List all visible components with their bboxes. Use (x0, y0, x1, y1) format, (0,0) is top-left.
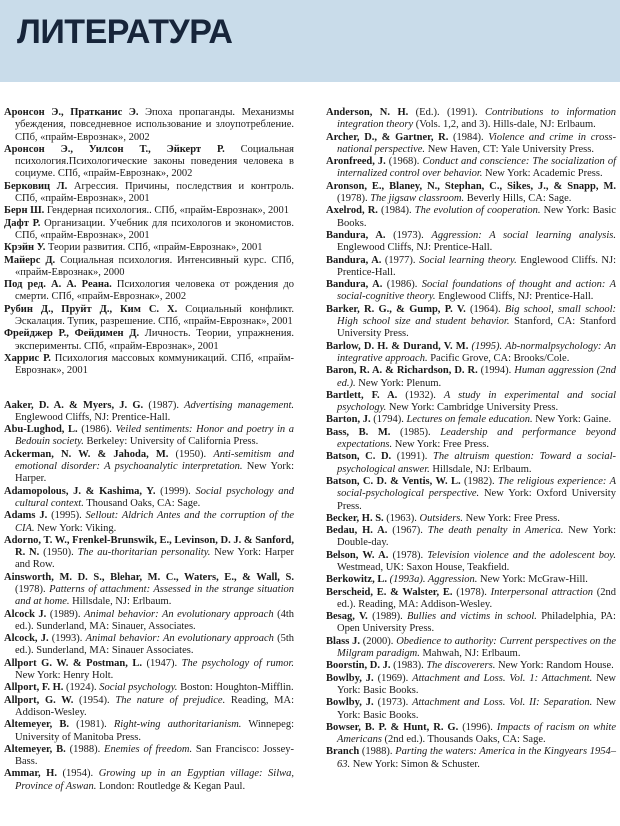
reference-entry (326, 341, 616, 366)
reference-author: Baron, R. A. & Richardson, D. R. (326, 365, 478, 377)
reference-year: (1967). (387, 525, 428, 537)
reference-year: (1973). (385, 229, 432, 241)
reference-author: Дафт Р. (4, 217, 41, 229)
reference-entry (326, 414, 616, 426)
reference-entry (4, 279, 294, 304)
reference-publisher: Berkeley: University of California Press. (83, 436, 259, 448)
reference-publisher: New York: McGraw-Hill. (477, 574, 588, 586)
reference-publisher: Englewood Cliffs, NJ: Prentice-Hall. (435, 291, 594, 303)
russian-references (4, 107, 294, 378)
reference-author: Allport, G. W. (4, 694, 74, 706)
reference-entry (326, 107, 616, 132)
reference-year: (1978). (388, 549, 428, 561)
reference-author: Харрис Р. (4, 352, 51, 364)
reference-title: The evolution of cooperation. (414, 205, 541, 217)
reference-entry (326, 279, 616, 304)
reference-author: Besag, V. (326, 611, 368, 623)
reference-author: Bartlett, F. A. (326, 389, 398, 401)
reference-year: (1932). (397, 389, 444, 401)
reference-author: Archer, D., & Gartner, R. (326, 131, 449, 143)
reference-entry (4, 633, 294, 658)
reference-author: Ammar, H. (4, 768, 57, 780)
reference-publisher: New York: Free Press. (392, 439, 489, 451)
reference-author: Берковиц Л. (4, 180, 68, 192)
reference-title: Human aggression (2nd ed.). (337, 365, 616, 389)
reference-author: Bedau, H. A. (326, 525, 388, 537)
reference-publisher: (2nd ed.). Thousands Oaks, CA: Sage. (381, 734, 546, 746)
reference-year: (1964). (465, 303, 505, 315)
reference-entry (326, 304, 616, 341)
reference-entry (4, 572, 294, 609)
reference-title: Aggression: A social learning analysis. (431, 229, 616, 241)
reference-title: Lectures on female education. (406, 414, 533, 426)
reference-text: Личность. Теории, упражнения. эксперименты. СПб, «прайм-Еврознак», 2001 (15, 328, 294, 352)
reference-publisher: Beverly Hills, CA: Sage. (464, 193, 572, 205)
reference-year: (1963). (383, 512, 420, 524)
reference-author: Bowser, B. P. & Hunt, R. G. (326, 721, 459, 733)
reference-publisher: New York: Basic Books. (337, 205, 616, 229)
reference-author: Фрейджер Р., Фейдимен Д. (4, 328, 140, 340)
reference-entry (326, 205, 616, 230)
reference-entry (4, 242, 294, 254)
reference-year: (Ed.). (1991). (408, 107, 486, 118)
reference-publisher: New York: Viking. (34, 522, 117, 534)
reference-year: (2000). (360, 635, 397, 647)
reference-title: Right-wing authoritarianism. (113, 719, 242, 731)
reference-author: Aronson, E., Blaney, N., Stephan, C., Sikes, J., & Snapp, M. (326, 180, 616, 192)
reference-entry (326, 230, 616, 255)
page-title: ЛИТЕРАТУРА (17, 13, 233, 51)
reference-author: Barker, R. G., & Gump, P. V. (326, 303, 466, 315)
reference-year: (1973). (373, 697, 413, 709)
reference-author: Alcock J. (4, 608, 47, 620)
reference-publisher: (5th ed.). Sunderland, MA: Sinauer Associates. (15, 633, 295, 657)
reference-year: (1986). (77, 424, 116, 436)
reference-title: Violence and crime in cross-national perspective. (337, 131, 616, 155)
reference-author: Bandura, A. (326, 229, 386, 241)
reference-publisher: New York: Plenum. (355, 377, 442, 389)
reference-author: Аронсон Э., Уилсон Т., Эйкерт Р. (4, 143, 225, 155)
reference-publisher: Pacific Grove, CA: Brooks/Cole. (427, 352, 570, 364)
reference-year: (1954). (56, 768, 99, 780)
reference-entry (326, 673, 616, 698)
reference-publisher: Hillsdale, NJ: Erlbaum. (69, 596, 172, 608)
reference-entry (326, 513, 616, 525)
reference-publisher: New York: Harper. (15, 461, 294, 485)
reference-year: (1984). (448, 131, 489, 143)
reference-title: The death penalty in America. (427, 525, 564, 537)
reference-publisher: New York: Henry Holt. (15, 670, 114, 682)
reference-author: Allport G. W. & Postman, L. (4, 657, 143, 669)
reference-entry (326, 132, 616, 157)
reference-author: Belson, W. A. (326, 549, 389, 561)
reference-title: Television violence and the adolescent boy. (427, 549, 617, 561)
reference-entry (4, 144, 294, 181)
reference-publisher: New York: Free Press. (463, 512, 560, 524)
reference-entry (326, 574, 616, 586)
reference-publisher: Westmead, UK: Saxon House, Teakfield. (337, 561, 510, 573)
reference-title: Veiled sentiments: Honor and poetry in a Bedouin society. (15, 424, 294, 448)
reference-entry (4, 255, 294, 280)
reference-title: Contributions to information integration theory (337, 107, 616, 131)
reference-author: Adamopolous, J. & Kashima, Y. (4, 485, 156, 497)
reference-author: Под ред. А. А. Реана. (4, 279, 112, 291)
reference-publisher: Englewood Cliffs, NJ: Prentice-Hall. (15, 411, 171, 423)
reference-author: Aaker, D. A. & Myers, J. G. (4, 399, 144, 411)
reference-title: Social learning theory. (419, 254, 517, 266)
reference-author: Bass, B. M. (326, 426, 391, 438)
reference-title: Social foundations of thought and action: A social-cognitive theory. (337, 279, 616, 303)
reference-title: (1995). Ab-normalpsychology: An integrative approach. (337, 340, 617, 364)
reference-year: (1994). (477, 365, 515, 377)
reference-year: (1983). (390, 660, 427, 672)
reference-title: Social psychology and cultural context. (15, 485, 294, 509)
reference-year: (1969). (373, 672, 413, 684)
reference-year: (1985). (390, 426, 441, 438)
reference-year: (1989). (367, 611, 407, 623)
reference-entry (4, 107, 294, 144)
reference-year: (1991). (391, 451, 433, 463)
reference-author: Adams J. (4, 510, 48, 522)
reference-entry (4, 353, 294, 378)
reference-publisher: Philadelphia, PA: Open University Press. (337, 611, 616, 635)
reference-entry (326, 587, 616, 612)
reference-title: The altruism question: Toward a social-psychological answer. (337, 451, 616, 475)
reference-title: Social psychology. (99, 682, 178, 694)
reference-author: Берн Ш. (4, 205, 45, 217)
reference-publisher: Stanford, CA: Stanford University Press. (337, 316, 617, 340)
reference-author: Рубин Д., Пруйт Д., Ким С. Х. (4, 303, 178, 315)
reference-year: (1993). (48, 633, 86, 645)
reference-entry (326, 390, 616, 415)
reference-entry (4, 609, 294, 634)
reference-author: Adorno, T. W., Frenkel-Brunswik, E., Levinson, D. J. & Sanford, R. N. (4, 534, 294, 559)
reference-text: Социальный конфликт. Эскалация. Тупик, разрешение. СПб, «прайм-Еврознак», 2001 (15, 303, 294, 328)
reference-entry (326, 427, 616, 452)
reference-author: Ainsworth, M. D. S., Blehar, M. C., Waters, E., & Wall, S. (4, 571, 294, 583)
reference-entry (326, 525, 616, 550)
reference-entry (4, 205, 294, 217)
reference-title: A study in experimental and social psychology. (337, 389, 616, 414)
reference-entry (326, 611, 616, 636)
reference-entry (4, 449, 294, 486)
reference-title: Parting the waters: America in the Kingyears 1954–63. (337, 746, 616, 770)
reference-author: Alcock, J. (4, 633, 49, 645)
reference-year: (1977). (381, 254, 420, 266)
reference-text: Гендерная психология.. СПб, «прайм-Еврознак», 2001 (44, 205, 290, 217)
reference-entry (326, 550, 616, 575)
reference-title: Sellout: Aldrich Antes and the corruption of the CIA. (15, 510, 294, 534)
reference-entry (4, 400, 294, 425)
reference-entry (4, 744, 294, 769)
reference-title: Growing up in an Egyptian village: Silwa, Province of Aswan. (15, 768, 294, 792)
reference-entry (4, 535, 294, 572)
reference-text: Эпоха пропаганды. Механизмы убеждения, повседневное использование и злоупотребление. СПб, «прайм-Еврознак», 2002 (15, 107, 294, 143)
reference-publisher: Hillsdale, NJ: Erlbaum. (429, 463, 532, 475)
reference-entry (326, 636, 616, 661)
reference-year: (1988). (359, 746, 396, 758)
reference-publisher: San Francisco: Jossey-Bass. (15, 743, 294, 768)
reference-author: Blass J. (326, 635, 360, 647)
reference-year: (1978). (452, 586, 491, 598)
reference-entry (326, 746, 616, 771)
reference-publisher: Thousand Oaks, CA: Sage. (83, 497, 201, 509)
reference-author: Batson, C. D. & Ventis, W. L. (326, 475, 461, 487)
reference-title: Conduct and conscience: The socialization of internalized control over behavior. (337, 156, 616, 180)
reference-year: (1954). (73, 694, 116, 706)
reference-year: (1995). (47, 510, 86, 522)
reference-year: (1986). (382, 279, 422, 291)
reference-entry (326, 156, 616, 181)
reference-entry (4, 658, 294, 683)
reference-entry (4, 486, 294, 511)
reference-text: Социальная психология. Интенсивный курс. СПб, «прайм-Еврознак», 2000 (15, 254, 294, 278)
reference-year: (1987). (143, 399, 185, 411)
reference-publisher: New York: Random House. (495, 660, 614, 672)
reference-author: Abu-Lughod, L. (4, 424, 78, 436)
reference-publisher: New York: Oxford University Press. (337, 488, 616, 512)
reference-year: (1947). (142, 657, 182, 669)
reference-publisher: (2nd ed.). Reading, MA: Addison-Wesley. (337, 586, 616, 610)
reference-entry (326, 451, 616, 476)
reference-author: Altemeyer, B. (4, 743, 66, 755)
reference-title: The discoverers. (426, 660, 496, 672)
reference-publisher: Winnepeg: University of Manitoba Press. (15, 719, 294, 743)
reference-author: Крэйн У. (4, 242, 46, 254)
reference-author: Anderson, N. H. (326, 107, 409, 118)
reference-title: Animal behavior: An evolutionary approach (85, 633, 274, 645)
english-references-left (4, 400, 294, 794)
reference-author: Berscheid, E. & Walster, E. (326, 586, 453, 598)
reference-publisher: Mahwah, NJ: Erlbaum. (419, 648, 521, 660)
reference-publisher: New York: Cambridge University Press. (386, 402, 559, 414)
reference-publisher: Boston: Houghton-Mifflin. (177, 682, 294, 694)
reference-author: Boorstin, D. J. (326, 660, 391, 672)
reference-title: The religious experience: A social-psychological perspective. (337, 475, 616, 500)
reference-publisher: New York: Basic Books. (337, 672, 617, 696)
reference-publisher: New York: Double-day. (337, 525, 617, 549)
reference-author: Bandura, A. (326, 254, 382, 266)
reference-title: (1993a). Aggression. (389, 574, 478, 586)
reference-author: Аронсон Э., Пратканис Э. (4, 107, 139, 118)
reference-title: Leadership and performance beyond expectations. (337, 426, 616, 451)
reference-author: Bowlby, J. (326, 672, 374, 684)
reference-publisher: New York: Gaine. (532, 414, 612, 426)
reference-publisher: New Haven, CT: Yale University Press. (425, 143, 594, 155)
reference-author: Ackerman, N. W. & Jahoda, M. (4, 448, 169, 460)
reference-entry (4, 510, 294, 535)
reference-text: Агрессия. Причины, последствия и контроль. СПб, «прайм-Еврознак», 2001 (15, 180, 294, 205)
reference-title: The jigsaw classroom. (370, 193, 465, 205)
reference-publisher: New York: Harper and Row. (15, 547, 294, 571)
left-column (4, 107, 294, 793)
reference-entry (4, 424, 294, 449)
reference-title: Attachment and Loss. Vol. II: Separation. (412, 697, 593, 709)
reference-entry (326, 476, 616, 513)
reference-title: Interpersonal attraction (490, 586, 593, 598)
reference-author: Becker, H. S. (326, 512, 384, 524)
reference-year: (1968). (385, 156, 423, 168)
reference-title: Bullies and victims in school. (406, 611, 537, 623)
reference-title: Enemies of freedom. (104, 743, 193, 755)
reference-year: (1989). (46, 608, 84, 620)
reference-year: (1984). (377, 205, 415, 217)
reference-author: Barton, J. (326, 414, 371, 426)
reference-text: Психология человека от рождения до смерти. СПб, «прайм-Еврознак», 2002 (15, 279, 294, 303)
reference-author: Майерс Д. (4, 254, 56, 266)
reference-entry (4, 304, 294, 329)
reference-entry (326, 722, 616, 747)
reference-year: (1988). (65, 743, 105, 755)
reference-entry (4, 719, 294, 744)
reference-author: Bandura, A. (326, 279, 383, 291)
reference-author: Batson, C. D. (326, 451, 392, 463)
reference-publisher: London: Routledge & Kegan Paul. (96, 780, 246, 792)
reference-year: (1978). (337, 193, 371, 205)
reference-year: (1794). (370, 414, 407, 426)
reference-publisher: Englewood Cliffs. NJ: Prentice-Hall. (337, 254, 617, 278)
reference-entry (326, 365, 616, 390)
reference-year: (1978). (15, 583, 50, 595)
reference-title: Patterns of attachment: Assessed in the strange situation and at home. (15, 583, 294, 608)
reference-title: Attachment and Loss. Vol. 1: Attachment. (412, 672, 593, 684)
reference-entry (4, 768, 294, 793)
reference-title: Impacts of racism on white Americans (337, 721, 617, 746)
reference-author: Branch (326, 746, 360, 758)
reference-title: Anti-semitism and emotional disorder: A psychoanalytic interpretation. (15, 448, 294, 473)
reference-entry (326, 181, 616, 206)
reference-year: (1924). (63, 682, 100, 694)
reference-title: The psychology of rumor. (181, 657, 295, 669)
reference-text: Психология массовых коммуникаций. СПб, «прайм-Еврознак», 2001 (15, 352, 294, 377)
reference-title: The au-thoritarian personality. (77, 547, 211, 559)
reference-entry (326, 255, 616, 280)
reference-entry (326, 697, 616, 722)
reference-year: (1996). (458, 721, 497, 733)
reference-title: Obedience to authority: Current perspectives on the Milgram paradigm. (337, 635, 617, 660)
reference-entry (4, 328, 294, 353)
reference-text: Организации. Учебник для психологов и экономистов. СПб, «прайм-Еврознак», 2001 (15, 217, 294, 241)
reference-year: (1950). (168, 448, 214, 460)
reference-title: Animal behavior: An evolutionary approach (83, 608, 274, 620)
reference-author: Altemeyer, B. (4, 719, 70, 731)
reference-publisher: Reading, MA: Addison-Wesley. (15, 694, 294, 718)
reference-entry (4, 682, 294, 694)
reference-publisher: New York: Academic Press. (482, 168, 603, 180)
reference-entry (4, 695, 294, 720)
reference-publisher: Englewood Cliffs, NJ: Prentice-Hall. (337, 242, 493, 254)
reference-text: Теории развития. СПб, «прайм-Еврознак», 2001 (45, 242, 263, 254)
english-references-right (326, 107, 616, 771)
reference-entry (326, 660, 616, 672)
reference-publisher: New York: Basic Books. (337, 697, 617, 721)
header-band (0, 0, 620, 82)
reference-year: (1999). (155, 485, 196, 497)
reference-author: Allport, F. H. (4, 682, 64, 694)
reference-year: (1950). (39, 547, 78, 559)
reference-title: Big school, small school: High school size and student behavior. (337, 303, 616, 328)
reference-title: The nature of prejudice. (115, 694, 226, 706)
section-gap (4, 378, 294, 400)
reference-publisher: New York: Simon & Schuster. (350, 758, 480, 770)
right-column (326, 107, 616, 771)
reference-title: Outsiders. (419, 512, 463, 524)
reference-title: Advertising management. (184, 399, 295, 411)
reference-author: Axelrod, R. (326, 205, 378, 217)
reference-text: Социальная психология.Психологические законы поведения человека в социуме. СПб, «прайм-Еврознак», 2002 (15, 143, 294, 180)
reference-entry (4, 218, 294, 243)
reference-publisher: (Vols. 1,2, and 3). Hills-dale, NJ: Erlbaum. (413, 119, 596, 131)
reference-entry (4, 181, 294, 206)
reference-author: Bowlby, J. (326, 697, 374, 709)
reference-author: Berkowitz, L. (326, 574, 387, 586)
reference-publisher: (4th ed.). Sunderland, MA: Sinauer, Associates. (15, 608, 295, 632)
reference-author: Barlow, D. H. & Durand, V. M. (326, 340, 469, 352)
reference-year: (1982). (460, 475, 498, 487)
reference-year: (1981). (69, 719, 114, 731)
reference-author: Aronfreed, J. (326, 156, 386, 168)
